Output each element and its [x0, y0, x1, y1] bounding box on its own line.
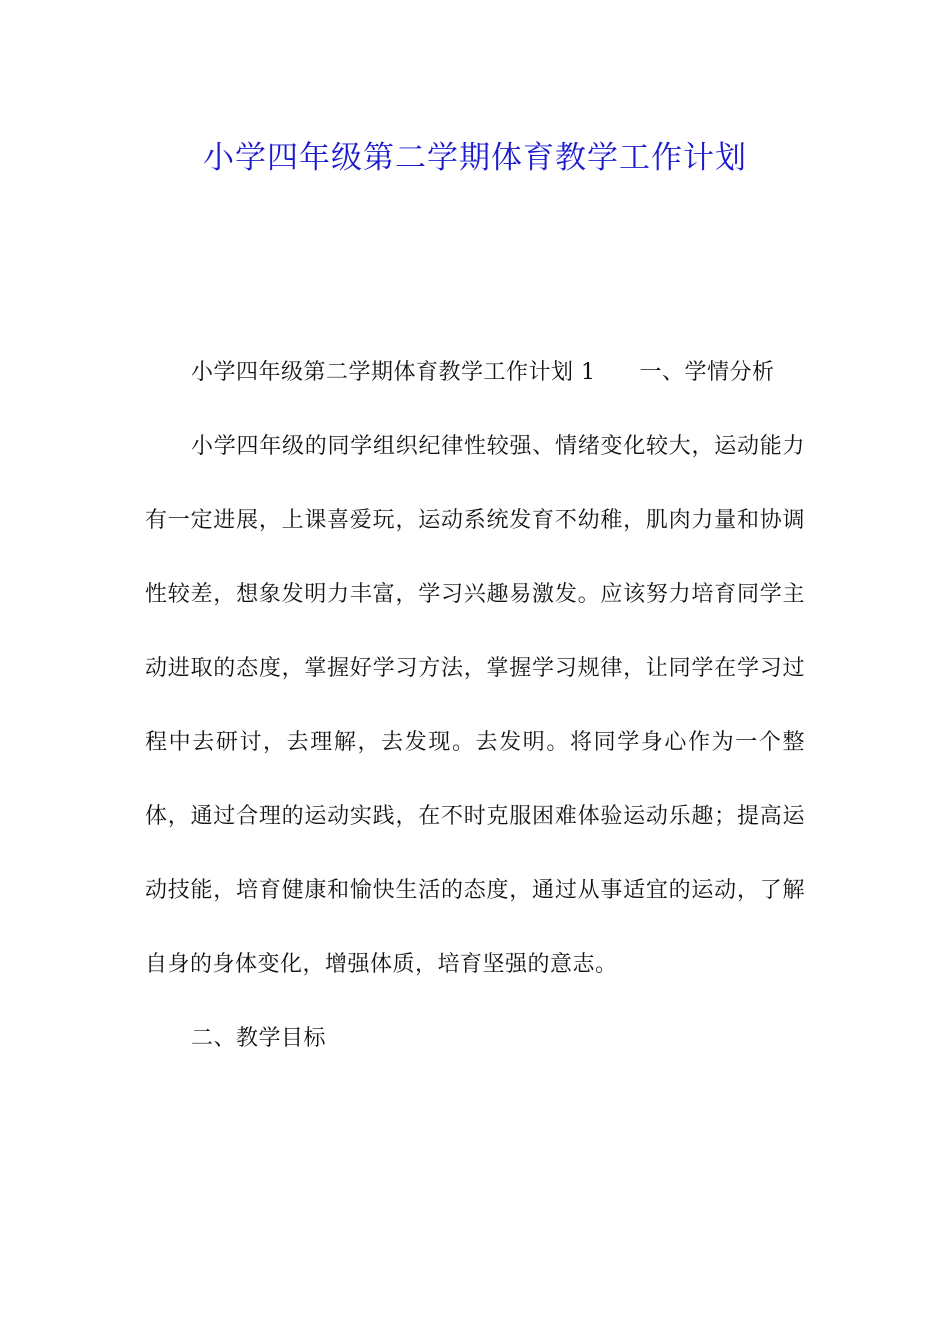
paragraph-analysis-body: 小学四年级的同学组织纪律性较强、情绪变化较大，运动能力有一定进展，上课喜爱玩，运动系统发育不幼稚，肌肉力量和协调性较差，想象发明力丰富，学习兴趣易激发。应该努力培育同学主动进取的态度，掌握好学习方法，掌握学习规律，让同学在学习过程中去研讨，去理解，去发现。去发明。将同学身心作为一个整体，通过合理的运动实践，在不时克服困难体验运动乐趣；提高运动技能，培育健康和愉快生活的态度，通过从事适宜的运动，了解自身的身体变化，增强体质，培育坚强的意志。 — [145, 434, 805, 977]
paragraph-heading-analysis — [145, 336, 805, 410]
section-heading-goals: 二、教学目标 — [191, 1026, 327, 1051]
document-title: 小学四年级第二学期体育教学工作计划 — [203, 140, 747, 176]
document-body — [145, 336, 805, 1076]
plan-section-title: 小学四年级第二学期体育教学工作计划 1 — [191, 360, 596, 385]
section-heading-analysis: 一、学情分析 — [639, 360, 775, 385]
